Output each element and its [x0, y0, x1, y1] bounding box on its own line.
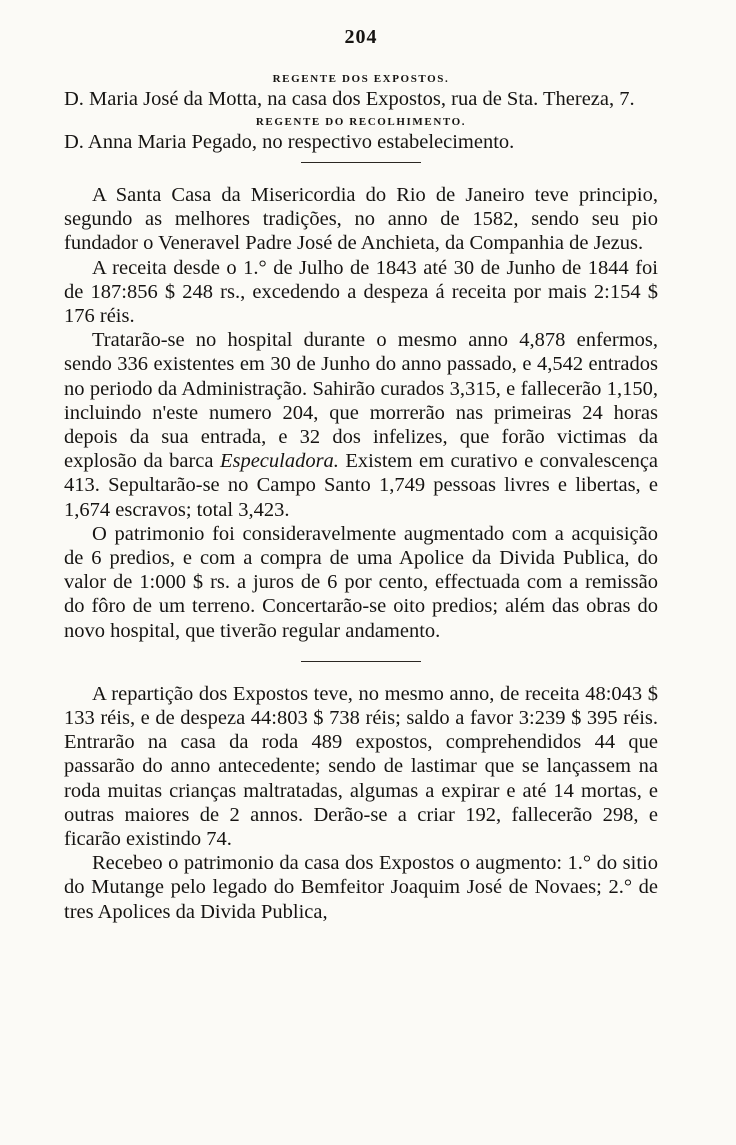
paragraph-hospital	[64, 328, 658, 522]
ship-name: Especuladora.	[219, 450, 339, 473]
section-divider	[301, 162, 421, 163]
paragraph-expostos-patrimony: Recebeo o patrimonio da casa dos Expostos o augmento: 1.° do sitio do Mutange pelo legado do Bemfeitor Joaquim José de Novaes; 2.° de tres Apolices da Divida Publica,	[64, 852, 658, 923]
paragraph-revenue: A receita desde o 1.° de Julho de 1843 até 30 de Junho de 1844 foi de 187:856 $ 248 rs., excedendo a despeza á receita por mais 2:154 $ 176 réis.	[64, 256, 658, 328]
section-divider-2	[301, 661, 421, 662]
paragraph-hospital-text-1: Tratarão-se no hospital durante o mesmo anno 4,878 enfermos, sendo 336 existentes em 30 de Junho do anno passado, e 4,542 entrados no periodo da Administração. Sahirão curados 3,315, e fallecerão 1,150, incluindo n'este numero 204, que morrerão nas primeiras 24 horas depois da sua entrada, e 32 dos infelizes, que forão victimas da explosão da barca	[64, 329, 658, 473]
paragraph-history: A Santa Casa da Misericordia do Rio de Janeiro teve principio, segundo as melhores tradições, no anno de 1582, sendo seu pio fundador o Veneravel Padre José de Anchieta, da Companhia de Jezus.	[64, 184, 658, 255]
regente-recolhimento-entry: D. Anna Maria Pegado, no respectivo estabelecimento.	[64, 131, 515, 153]
paragraph-patrimony: O patrimonio foi consideravelmente augmentado com a acquisição de 6 predios, e com a compra de uma Apolice da Divida Publica, do valor de 1:000 $ rs. a juros de 6 por cento, effectuada com a remissão do fôro de um terreno. Concertarão-se oito predios; além das obras do novo hospital, que tiverão regular andamento.	[64, 522, 658, 642]
paragraph-expostos: A repartição dos Expostos teve, no mesmo anno, de receita 48:043 $ 133 réis, e de despeza 44:803 $ 738 réis; saldo a favor 3:239 $ 395 réis. Entrarão na casa da roda 489 expostos, comprehendidos 44 que passarão do anno antecedente; sendo de lastimar que se lançassem na roda muitas crianças maltratadas, algumas a expirar e até 14 mortas, e outras maiores de 2 annos. Derão-se a criar 192, fallecerão 298, e ficarão existindo 74.	[64, 682, 658, 851]
paragraph-hospital-text-2: Existem em curativo e convalescença 413. Sepultarão-se no Campo Santo 1,749 pessoas livres e libertas, e 1,674 escravos; total 3,423.	[64, 450, 659, 521]
document-page	[64, 26, 658, 924]
page-number: 204	[344, 26, 378, 48]
heading-regente-recolhimento: REGENTE DO RECOLHIMENTO.	[255, 116, 467, 128]
regente-expostos-entry: D. Maria José da Motta, na casa dos Expostos, rua de Sta. Thereza, 7.	[64, 88, 635, 110]
heading-regente-expostos: REGENTE DOS EXPOSTOS.	[272, 73, 450, 85]
